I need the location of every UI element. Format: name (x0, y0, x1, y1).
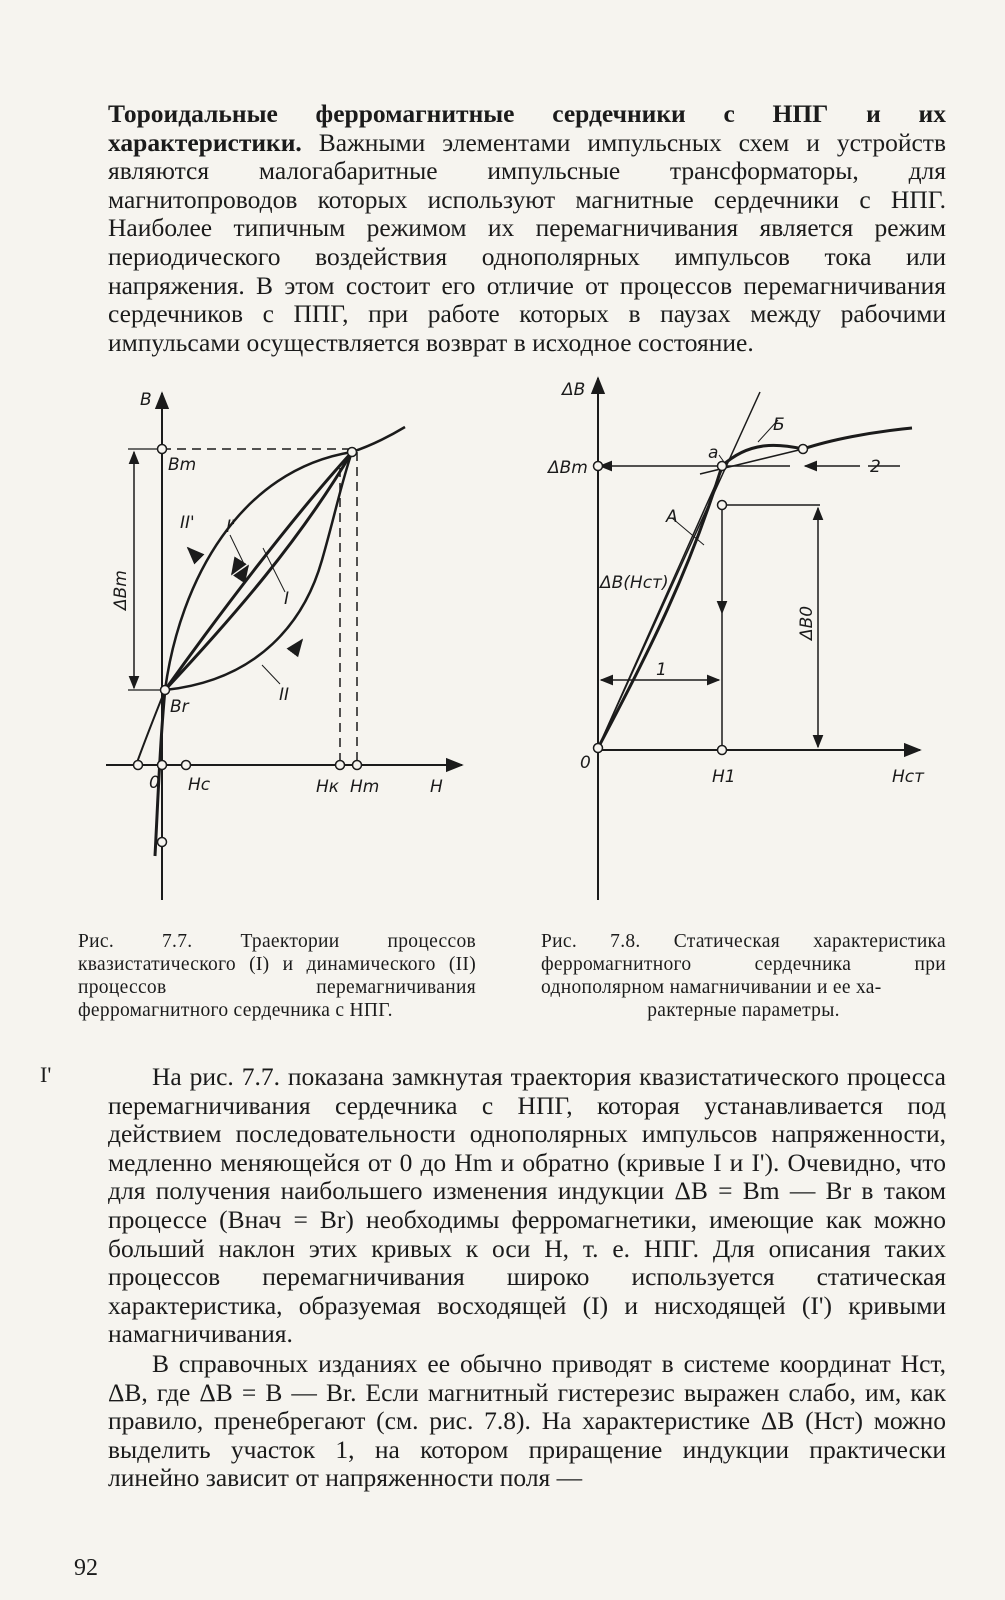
fig78-point-dbm (594, 462, 603, 471)
fig77-label-dbm: ΔBm (111, 570, 131, 610)
fig78-point-origin (594, 744, 603, 753)
fig77-label-II-prime: II' (180, 513, 195, 533)
paragraph-intro-body: Важными элементами импульсных схем и устройств являются малогабаритные импульсные трансформаторы, для магнитопроводов которых используют магнитные сердечники с НПГ. Наиболее типичным режимом их перемагничивания является режим периодического воздействия однополярных импульсов тока или напряжения. В этом состоит его отличие от процессов перемагничивания сердечников с ППГ, при работе которых в паузах между рабочими импульсами осуществляется возврат в исходное состояние. (108, 127, 946, 357)
figure-7-8-caption (541, 930, 946, 1022)
figure-7-8-caption-last: рактерные параметры. (647, 1000, 840, 1021)
fig77-label-h: H (430, 777, 443, 797)
fig77-label-hm: Hm (350, 777, 380, 797)
fig77-label-bm: Bm (168, 455, 197, 475)
figure-7-8-caption-main: Рис. 7.8. Статическая характеристика ферромагнитного сердечника при однополярном намагничивании и ее ха- (541, 931, 946, 998)
fig78-label-2: 2 (870, 457, 881, 477)
fig78-point-h1 (718, 746, 727, 755)
fig77-label-br: Br (170, 697, 189, 717)
fig77-arrow-I-prime (232, 566, 237, 574)
fig77-leader-II (262, 665, 280, 684)
fig78-point-A (718, 501, 727, 510)
fig77-arrow-II (296, 640, 302, 648)
figure-7-8-labels (546, 380, 925, 787)
fig77-point-br (161, 686, 170, 695)
fig78-label-A: A (666, 507, 678, 527)
fig77-point-left (134, 761, 143, 770)
fig77-point-hc (182, 761, 191, 770)
fig78-label-b-curve: Б (773, 415, 785, 435)
fig77-arrow-II-prime (188, 548, 196, 556)
section-heading: Тороидальные ферромагнитные сердечники с НПГ и их характеристики. (108, 99, 946, 157)
fig77-point-hk (336, 761, 345, 770)
fig78-label-hst: Hст (892, 767, 925, 787)
fig78-point-a-lower (718, 462, 727, 471)
figure-7-7 (106, 393, 462, 900)
fig78-label-1: 1 (656, 660, 667, 680)
paragraph-third: В справочных изданиях ее обычно приводят в системе координат Hст, ΔB, где ΔB = B — Br. Если магнитный гистерезис выражен слабо, им, как правило, пренебрегают (см. рис. 7.8). На характеристике ΔB (Hст) можно выделить участок 1, на котором приращение индукции практически линейно зависит от напряженности поля — (108, 1349, 946, 1493)
fig77-arrow-I (240, 566, 248, 578)
paragraph-second: На рис. 7.7. показана замкнутая траектория квазистатического процесса перемагничивания сердечника с НПГ, которая устанавливается под действием последовательности однополярных импульсов напряженности, медленно меняющейся от 0 до Hm и обратно (кривые I и I'). Очевидно, что для получения наибольшего изменения индукции ΔB = Bm — Br в таком процессе (Bнач = Br) необходимы ферромагнетики, имеющие как можно больший наклон этих кривых к оси H, т. е. НПГ. Для описания таких процессов перемагничивания широко используется статическая характеристика, образуемая восходящей (I) и нисходящей (I') кривыми намагничивания. (108, 1062, 946, 1349)
fig77-label-hc: Hc (188, 775, 211, 795)
fig77-label-hk: Hк (316, 777, 340, 797)
fig77-label-b: B (140, 390, 152, 410)
fig77-leader-I-prime (230, 535, 244, 564)
fig77-label-I: I (284, 589, 290, 609)
fig78-label-a: a (708, 443, 719, 463)
fig78-label-h1: H1 (712, 767, 736, 787)
fig77-point-origin (158, 761, 167, 770)
fig78-label-db: ΔB (562, 380, 586, 400)
fig77-label-o: 0 (149, 773, 160, 793)
margin-mark: I' (40, 1062, 52, 1087)
fig78-label-db0: ΔB0 (797, 605, 817, 640)
fig77-label-II: II (279, 685, 290, 705)
page-number: 92 (74, 1555, 98, 1581)
fig77-label-I-prime: I' (226, 517, 236, 537)
fig78-chord (598, 470, 722, 748)
fig77-point-bottom (158, 838, 167, 847)
fig77-point-top (348, 448, 357, 457)
fig77-point-bm (158, 445, 167, 454)
fig77-point-hm (353, 761, 362, 770)
fig77-curve-II (165, 452, 352, 690)
fig78-label-dbm: ΔBm (548, 458, 588, 478)
fig78-label-o: 0 (580, 753, 591, 773)
fig78-point-b (799, 445, 808, 454)
fig78-label-db-hst: ΔB(Hст) (600, 573, 669, 593)
figure-7-7-caption: Рис. 7.7. Траектории процессов квазистатического (I) и динамического (II) процессов перемагничивания ферромагнитного сердечника с НПГ. (78, 931, 476, 1021)
